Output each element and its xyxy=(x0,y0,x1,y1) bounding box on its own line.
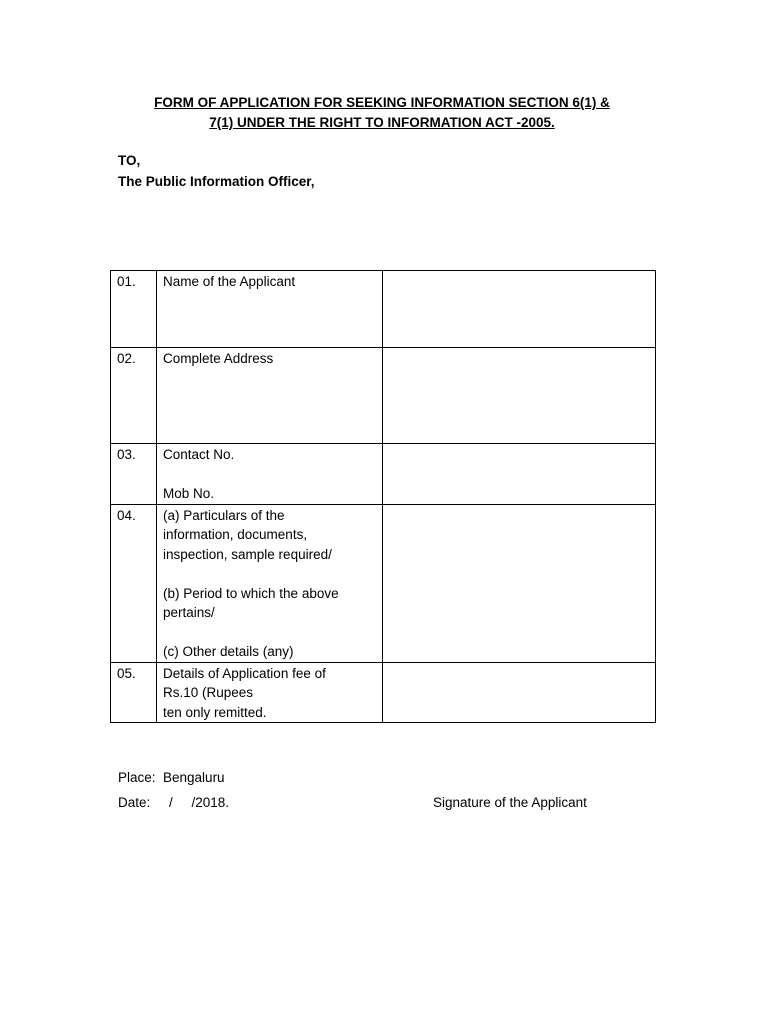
place-line: Place: Bengaluru xyxy=(118,770,225,785)
table-row xyxy=(111,504,656,662)
address-field[interactable] xyxy=(383,348,656,444)
row-number: 01. xyxy=(111,271,157,348)
row-label-contact: Contact No. Mob No. xyxy=(157,444,383,505)
form-title-line-2: 7(1) UNDER THE RIGHT TO INFORMATION ACT -2005. xyxy=(209,115,555,130)
contact-field[interactable] xyxy=(383,444,656,505)
application-form-table xyxy=(110,270,656,723)
applicant-name-field[interactable] xyxy=(383,271,656,348)
row-label-address: Complete Address xyxy=(157,348,383,444)
date-line: Date: / /2018. xyxy=(118,795,230,810)
table-row xyxy=(111,444,656,505)
row-number: 05. xyxy=(111,662,157,723)
row-label-particulars: (a) Particulars of the information, documents, inspection, sample required/ (b) Period to which the above pertains/ (c) Other details (any) xyxy=(157,504,383,662)
addressee-officer: The Public Information Officer, xyxy=(118,174,315,189)
row-number: 02. xyxy=(111,348,157,444)
signature-line: Signature of the Applicant xyxy=(433,795,587,810)
fee-details-field[interactable] xyxy=(383,662,656,723)
form-title-line-1: FORM OF APPLICATION FOR SEEKING INFORMATION SECTION 6(1) & xyxy=(154,95,610,110)
table-row xyxy=(111,348,656,444)
addressee-to: TO, xyxy=(118,153,141,168)
row-label-applicant-name: Name of the Applicant xyxy=(157,271,383,348)
row-number: 04. xyxy=(111,504,157,662)
table-row xyxy=(111,662,656,723)
particulars-field[interactable] xyxy=(383,504,656,662)
row-label-fee: Details of Application fee of Rs.10 (Rupees ten only remitted. xyxy=(157,662,383,723)
table-row xyxy=(111,271,656,348)
row-number: 03. xyxy=(111,444,157,505)
